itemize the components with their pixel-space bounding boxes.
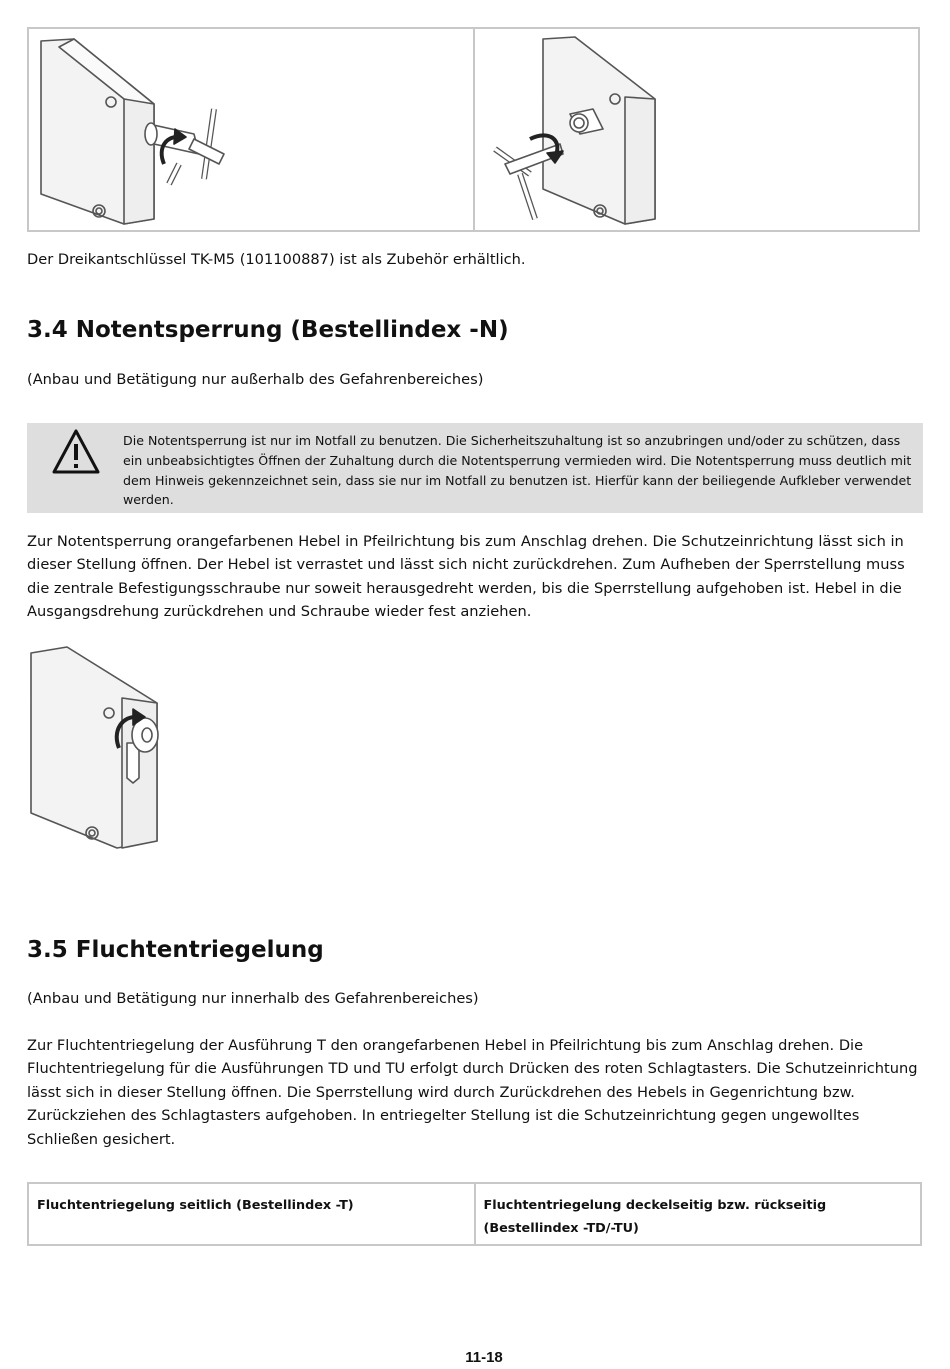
top-figure-table [27,27,920,232]
warning-triangle-icon [51,428,101,476]
page-number: 11-18 [465,1349,503,1366]
warning-box [27,423,923,513]
table-cell-cover-rear-release: Fluchtentriegelung deckelseitig bzw. rückseitig (Bestellindex -TD/-TU) [474,1184,921,1244]
illustration-device-key-up [29,29,474,230]
section-34-heading: 3.4 Notentsperrung (Bestellindex -N) [27,317,509,343]
section-34-body: Zur Notentsperrung orangefarbenen Hebel in Pfeilrichtung bis zum Anschlag drehen. Die Schutzeinrichtung lässt sich in dieser Stellung öffnen. Der Hebel ist verrastet und lässt sich nicht zurückdrehen. Zum Aufheben der Sperrstellung muss die zentrale Befestigungsschraube nur soweit herausgedreht werden, bis die Sperrstellung aufgehoben ist. Hebel in die Ausgangsdrehung zurückdrehen und Schraube wieder fest anziehen. [27,533,905,621]
section-35-body: Zur Fluchtentriegelung der Ausführung T den orangefarbenen Hebel in Pfeilrichtung bis zum Anschlag drehen. Die Fluchtentriegelung für die Ausführungen TD und TU erfolgt durch Drücken des roten Schlagtasters. Die Schutzeinrichtung lässt sich in dieser Stellung öffnen. Die Sperrstellung wird durch Zurückdrehen des Hebels in Gegenrichtung bzw. Zurückziehen des Schlagtasters aufgehoben. In entriegelter Stellung ist die Schutzeinrichtung gegen ungewolltes Schließen gesichert. [27,1037,918,1148]
section-34-subtitle: (Anbau und Betätigung nur außerhalb des Gefahrenbereiches) [27,371,484,388]
figure-key-turn-up [29,29,473,230]
release-variants-table [27,1182,922,1246]
figure-key-turn-down [473,29,919,230]
table-cell-side-release: Fluchtentriegelung seitlich (Bestellindex -T) [37,1198,354,1213]
section-35-heading: 3.5 Fluchtentriegelung [27,937,324,963]
warning-text: Die Notentsperrung ist nur im Notfall zu benutzen. Die Sicherheitszuhaltung ist so anzubringen und/oder zu schützen, dass ein unbeabsichtigtes Öffnen der Zuhaltung durch die Notentsperrung vermieden wird. Die Notentsperrung muss deutlich mit dem Hinweis gekennzeichnet sein, dass sie nur im Notfall zu benutzen ist. Hierfür kann der beiliegende Aufkleber verwendet werden. [123,433,912,508]
key-accessory-caption: Der Dreikantschlüssel TK-M5 (101100887) ist als Zubehör erhältlich. [27,251,526,268]
illustration-device-key-down [475,29,920,230]
illustration-device-emergency-lever [27,643,167,853]
section-35-subtitle: (Anbau und Betätigung nur innerhalb des Gefahrenbereiches) [27,990,479,1007]
figure-emergency-release [27,643,167,857]
